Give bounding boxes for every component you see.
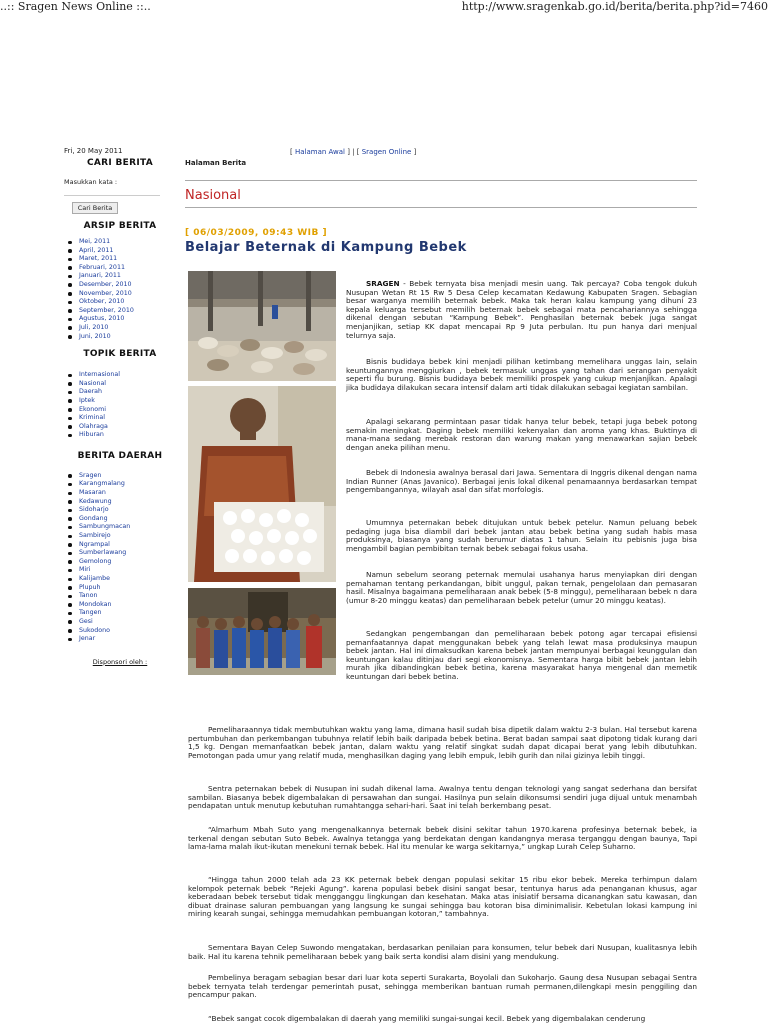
section-title: Nasional [185,188,241,203]
topic-link[interactable]: Hiburan [68,431,176,440]
region-link[interactable]: Sambungmacan [68,523,176,532]
region-link[interactable]: Sambirejo [68,532,176,541]
region-link[interactable]: Kalijambe [68,575,176,584]
region-link[interactable]: Sragen [68,472,176,481]
topic-link[interactable]: Daerah [68,388,176,397]
archive-heading: ARSIP BERITA [83,221,157,231]
region-link[interactable]: Sumberlawang [68,549,176,558]
site-banner [64,52,704,142]
browser-print-header [0,0,768,14]
article-paragraph: Apalagi sekarang permintaan pasar tidak hanya telur bebek, tetapi juga bebek potong semakin meningkat. Daging bebek memiliki kekenyalan dan aroma yang khas. Buktinya di mana-mana sedang merebak restoran dan warung makan yang menawarkan sajian bebek dengan aneka pilihan menu. [346,417,697,452]
topics-heading: TOPIK BERITA [83,349,157,360]
archive-month-link[interactable]: April, 2011 [68,247,176,256]
article-paragraph: Namun sebelum seorang peternak memulai usahanya harus menyiapkan diri dengan pemahaman tentang perkandangan, bibit unggul, pakan ternak, pengelolaan dan pemasaran hasil. Misalnya bagaimana pemeliharaan anak bebek (5-8 minggu), pemeliharaan bebek n dara (umur 8-20 minggu keatas) dan pemeliharaan bebek petelur (umur 20 minggu keatas). [346,570,697,605]
region-link[interactable]: Sukodono [68,627,176,636]
archive-month-link[interactable]: Mei, 2011 [68,238,176,247]
page-url: http://www.sragenkab.go.id/berita/berita.php?id=7460 [461,0,768,13]
region-link[interactable]: Tanon [68,592,176,601]
search-input[interactable] [64,188,160,196]
archive-month-link[interactable]: Juli, 2010 [68,324,176,333]
region-link[interactable]: Gemolong [68,558,176,567]
article-paragraph: Umumnya peternakan bebek ditujukan untuk bebek petelur. Namun peluang bebek pedaging juga bisa diambil dari bebek jantan atau bebek betina yang sudah habis masa produksinya, biasanya yang sudah berumur diatas 1 tahun. Selain itu pebisnis juga bisa mengambil bagian pembibitan ternak bebek sebagai fokus usaha. [346,518,697,553]
section-divider [185,207,697,208]
article-paragraph: Sentra peternakan bebek di Nusupan ini sudah dikenal lama. Awalnya tentu dengan teknologi yang sangat sederhana dan bersifat sambilan. Biasanya bebek digembalakan di persawahan dan sungai. Hasilnya pun selain dikonsumsi sendiri juga dijual untuk menambah pendapatan untuk menutup kebutuhan rumahtangga sehari-hari. Saat ini telah berkembang pesat. [188,784,697,811]
article-paragraph: Sementara Bayan Celep Suwondo mengatakan, berdasarkan penilaian para konsumen, telur bebek dari Nusupan, kualitasnya lebih baik. Hal itu karena tehnik pemeliharaan bebek yang baik serta kondisi alam disini yang mendukung. [188,943,697,961]
header-divider [185,180,697,181]
archive-month-link[interactable]: September, 2010 [68,307,176,316]
archive-month-link[interactable]: Februari, 2011 [68,264,176,273]
article-paragraph: SRAGEN - Bebek ternyata bisa menjadi mesin uang. Tak percaya? Coba tengok dukuh Nusupan Wetan Rt 15 Rw 5 Desa Celep kecamatan Kedawung Kabupaten Sragen. Sebagian besar warganya memilih beternak bebek. Maka tak heran kalau kampung yang dihuni 23 kepala keluarga tersebut memilih beternak bebek sebagai mata pencahariannya sehingga dikenal dengan sebutan “Kampung Bebek”. Penghasilan beternak bebek juga sangat menjanjikan, setiap KK dapat mencapai Rp 9 Juta perbulan. Itu pun hanya dari menjual telurnya saja. [346,279,697,340]
topic-link[interactable]: Olahraga [68,423,176,432]
region-link[interactable]: Kedawung [68,498,176,507]
region-link[interactable]: Sidoharjo [68,506,176,515]
article-title: Belajar Beternak di Kampung Bebek [185,240,467,255]
search-heading: CARI BERITA [87,158,153,168]
article-paragraph: Bebek di Indonesia awalnya berasal dari Jawa. Sementara di Inggris dikenal dengan nama Indian Runner (Anas Javanico). Berbagai jenis lokal dikenal penamaannya berdasarkan tempat pengembangannya, wilayah asal dan sifat morfologis. [346,468,697,495]
article-paragraph: “Almarhum Mbah Suto yang mengenalkannya beternak bebek disini sekitar tahun 1970.karena profesinya beternak bebek, ia terkenal dengan sebutan Suto Bebek. Awalnya tetangga yang berdekatan dengan kandangnya merasa terganggu dengan baunya, Tapi lama-lama malah ikut-ikutan menekuni ternak bebek. Hal itu menular ke warga sekitarnya,” ungkap Lurah Celep Suharno. [188,825,697,852]
region-link[interactable]: Gesi [68,618,176,627]
region-link[interactable]: Tangen [68,609,176,618]
search-button[interactable]: Cari Berita [72,202,118,214]
archive-month-link[interactable]: Januari, 2011 [68,272,176,281]
region-link[interactable]: Plupuh [68,584,176,593]
archive-month-link[interactable]: Desember, 2010 [68,281,176,290]
article-paragraph: “Hingga tahun 2000 telah ada 23 KK peternak bebek dengan populasi sekitar 15 ribu ekor bebek. Mereka terhimpun dalam kelompok peternak bebek “Rejeki Agung”. karena populasi bebek disini sangat besar, tentunya harus ada penanganan khusus, agar keberadaan bebek tersebut tidak mengganggu lingkungan dan kesehatan. Maka atas inisiatif bersama dicanangkan satu kawasan, dan dibuat drainase saluran pembuangan yang langsung ke sungai sehingga bau kotoran bisa diminimalisir. Kebetulan lokasi kampung ini miring kearah sungai, sehingga memudahkan pembuangan kotoran,” tambahnya. [188,875,697,919]
topic-link[interactable]: Nasional [68,380,176,389]
page-title: ..:: Sragen News Online ::.. [0,0,151,13]
archive-month-link[interactable]: November, 2010 [68,290,176,299]
region-link[interactable]: Gondang [68,515,176,524]
topic-link[interactable]: Ekonomi [68,406,176,415]
archive-list [68,238,176,341]
region-link[interactable]: Miri [68,566,176,575]
archive-month-link[interactable]: Agustus, 2010 [68,315,176,324]
article-date: [ 06/03/2009, 09:43 WIB ] [185,228,328,238]
sidebar [64,147,176,666]
search-label: Masukkan kata : [64,178,118,186]
topics-list [68,371,176,440]
region-link[interactable]: Mondokan [68,601,176,610]
topic-link[interactable]: Internasional [68,371,176,380]
region-link[interactable]: Karangmalang [68,480,176,489]
sponsor-label: Disponsori oleh : [92,657,148,666]
group-photo [188,588,336,675]
topic-link[interactable]: Iptek [68,397,176,406]
region-link[interactable]: Ngrampal [68,541,176,550]
article-paragraph: Pembelinya beragam sebagian besar dari luar kota seperti Surakarta, Boyolali dan Sukoharjo. Gaung desa Nusupan sebagai Sentra bebek ternyata telah terdengar pemerintah pusat, sehingga memberikan bantuan rumah permanen,dilengkapi mesin penggiling dan pencampur pakan. [188,973,697,1000]
lead-place: SRAGEN [366,279,400,288]
region-link[interactable]: Jenar [68,635,176,644]
region-link[interactable]: Masaran [68,489,176,498]
duck-pen-photo [188,271,336,381]
topic-link[interactable]: Kriminal [68,414,176,423]
article-paragraph: Sedangkan pengembangan dan pemeliharaan bebek potong agar tercapai efisiensi pemanfaatannya dapat menggunakan bebek yang telah lewat masa produksinya maupun bebek jantan. Hal ini dimaksudkan karena bebek jantan mempunyai berbagai keunggulan dan keuntungan kalau ditinjau dari segi ekonomisnya. Sementara harga bibit bebek jantan lebih murah jika dibandingkan bebek betina, karena masyarakat hanya mengenal dan memetik keuntungan dari bebek betina. [346,629,697,681]
regions-heading: BERITA DAERAH [77,450,163,461]
article-paragraph: “Bebek sangat cocok digembalakan di daerah yang memiliki sungai-sungai kecil. Bebek yang digembalakan cenderung [208,1014,646,1023]
article-paragraph: Pemeliharaannya tidak membutuhkan waktu yang lama, dimana hasil sudah bisa dipetik dalam waktu 2-3 bulan. Hal tersebut karena pertumbuhan dan perkembangan tubuhnya relatif lebih baik daripada bebek betina. Berat badan sampai saat dipotong tidak kurang dari 1,5 kg. Dengan memanfaatkan bebek jantan, dalam waktu yang relatif singkat sudah dapat dicapai berat yang lebih dibutuhkan. Pemotongan pada umur yang relatif muda, menghasilkan daging yang lebih empuk, lebih gurih dan nilai gizinya lebih tinggi. [188,725,697,760]
article-paragraph: Bisnis budidaya bebek kini menjadi pilihan ketimbang memelihara unggas lain, selain keuntungannya menggiurkan , bebek termasuk unggas yang tahan dari serangan penyakit seperti flu burung. Bisnis budidaya bebek memiliki prospek yang cukup menjanjikan. Apalagi jika budidaya dilakukan secara intensif dalam arti tidak dilakukan sebagai kegiatan sambilan. [346,357,697,392]
top-nav-links: [ Halaman Awal ] | [ Sragen Online ] [290,148,417,156]
archive-month-link[interactable]: Oktober, 2010 [68,298,176,307]
regions-list [68,472,176,644]
page-heading: Halaman Berita [185,159,247,167]
current-date: Fri, 20 May 2011 [64,147,123,155]
egg-farmer-photo [188,386,336,582]
archive-month-link[interactable]: Juni, 2010 [68,333,176,342]
archive-month-link[interactable]: Maret, 2011 [68,255,176,264]
home-link[interactable]: Halaman Awal [294,148,345,156]
sragen-online-link[interactable]: Sragen Online [361,148,412,156]
